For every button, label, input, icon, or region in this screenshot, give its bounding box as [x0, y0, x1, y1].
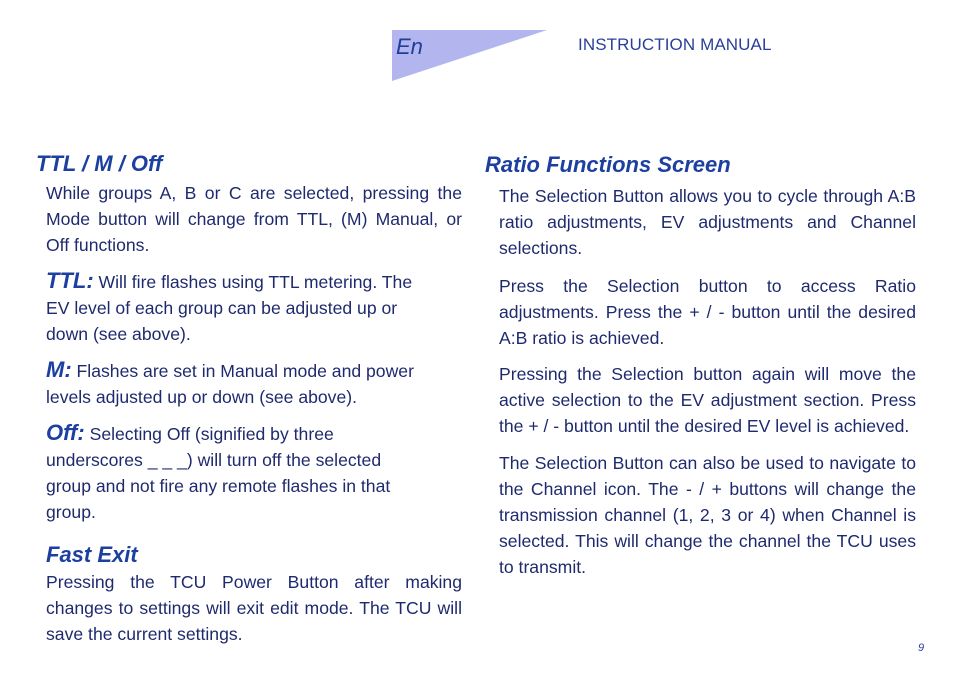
- off-line-4: group.: [46, 502, 96, 522]
- ttl-lead: TTL:: [46, 268, 94, 293]
- ratio-paragraph-1: The Selection Button allows you to cycle through A:B ratio adjustments, EV adjustments and Channel selections.: [499, 186, 916, 258]
- m-section: [36, 357, 462, 410]
- off-line-2: underscores _ _ _) will turn off the selected: [46, 450, 382, 470]
- m-line-2: levels adjusted up or down (see above).: [46, 387, 358, 407]
- ratio-functions-heading: Ratio Functions Screen: [485, 152, 731, 177]
- ratio-paragraph-2: Press the Selection button to access Ratio adjustments. Press the + / - button until the desired A:B ratio is achieved.: [499, 276, 916, 348]
- right-column: [485, 151, 916, 580]
- fast-exit-heading: Fast Exit: [46, 542, 138, 567]
- language-banner: [392, 30, 547, 81]
- ttl-section: [36, 268, 462, 347]
- ttl-line-2: EV level of each group can be adjusted up or: [46, 298, 398, 318]
- fast-exit-text: Pressing the TCU Power Button after making changes to settings will exit edit mode. The TCU will save the current settings.: [46, 572, 462, 644]
- off-line-3: group and not fire any remote flashes in that: [46, 476, 391, 496]
- off-section: [36, 420, 462, 525]
- m-line-1: Flashes are set in Manual mode and power: [76, 361, 414, 381]
- page-number: 9: [918, 642, 925, 654]
- ttl-m-off-text: While groups A, B or C are selected, pressing the Mode button will change from TTL, (M) Manual, or Off functions.: [46, 183, 462, 255]
- manual-title: INSTRUCTION MANUAL: [578, 35, 772, 54]
- ratio-paragraph-4: The Selection Button can also be used to navigate to the Channel icon. The - / + buttons will change the transmission channel (1, 2, 3 or 4) when Channel is selected. This will change the channel the TCU uses to transmit.: [499, 453, 916, 577]
- ratio-paragraph-3: Pressing the Selection button again will move the active selection to the EV adjustment section. Press the + / - button until the desired EV level is achieved.: [499, 364, 916, 436]
- ttl-line-1: Will fire flashes using TTL metering. The: [98, 272, 413, 292]
- m-lead: M:: [46, 357, 72, 382]
- left-column: [36, 150, 462, 647]
- off-lead: Off:: [46, 420, 85, 445]
- language-label: En: [396, 34, 423, 59]
- ttl-line-3: down (see above).: [46, 324, 191, 344]
- ttl-m-off-heading: TTL / M / Off: [36, 151, 163, 176]
- off-line-1: Selecting Off (signified by three: [89, 424, 334, 444]
